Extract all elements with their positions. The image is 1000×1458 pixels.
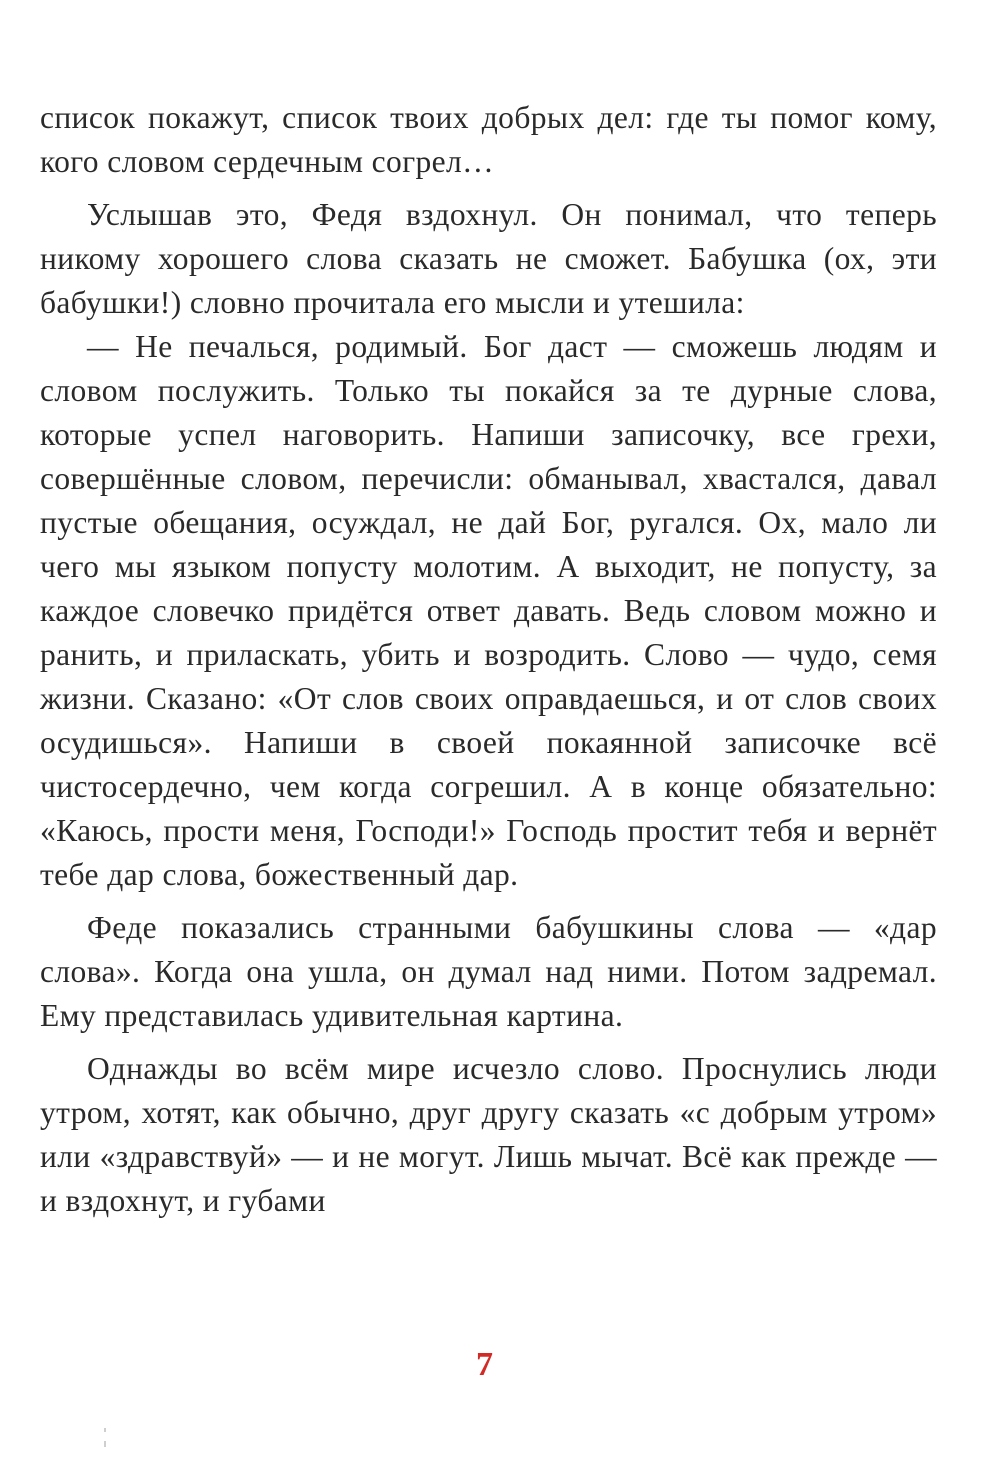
page-number: 7 bbox=[476, 1346, 493, 1383]
paragraph-4: Феде показались странными бабушкины слова — «дар слова». Когда она ушла, он думал над ними. Потом задремал. Ему представилась удивительная картина. bbox=[40, 910, 937, 1033]
paragraph-3: — Не печалься, родимый. Бог даст — сможешь людям и словом послужить. Только ты покайся за те дурные слова, которые успел наговорить. Напиши записочку, все грехи, совершённые словом, перечисли: обманывал, хвастался, давал пустые обещания, осуждал, не дай Бог, ругался. Ох, мало ли чего мы языком попусту молотим. А выходит, не попусту, за каждое словечко придётся ответ давать. Ведь словом можно и ранить, и приласкать, убить и возродить. Слово — чудо, семя жизни. Сказано: «От слов своих оправдаешься, и от слов своих осудишься». Напиши в своей покаянной записочке всё чистосердечно, чем когда согрешил. А в конце обязательно: «Каюсь, прости меня, Господи!» Господь простит тебя и вернёт тебе дар слова, божественный дар. bbox=[40, 329, 937, 892]
paragraph-2: Услышав это, Федя вздохнул. Он понимал, что теперь никому хорошего слова сказать не сможет. Бабушка (ох, эти бабушки!) словно прочитала его мысли и утешила: bbox=[40, 197, 937, 320]
paragraph-1: список покажут, список твоих добрых дел: где ты помог кому, кого словом сердечным согрел… bbox=[40, 100, 937, 179]
scan-speck bbox=[104, 1428, 106, 1432]
scan-speck bbox=[104, 1441, 106, 1447]
paragraph-5: Однажды во всём мире исчезло слово. Проснулись люди утром, хотят, как обычно, друг другу сказать «с добрым утром» или «здравствуй» — и не могут. Лишь мычат. Всё как прежде — и вздохнут, и губами bbox=[40, 1051, 937, 1218]
document-body bbox=[40, 96, 937, 1223]
